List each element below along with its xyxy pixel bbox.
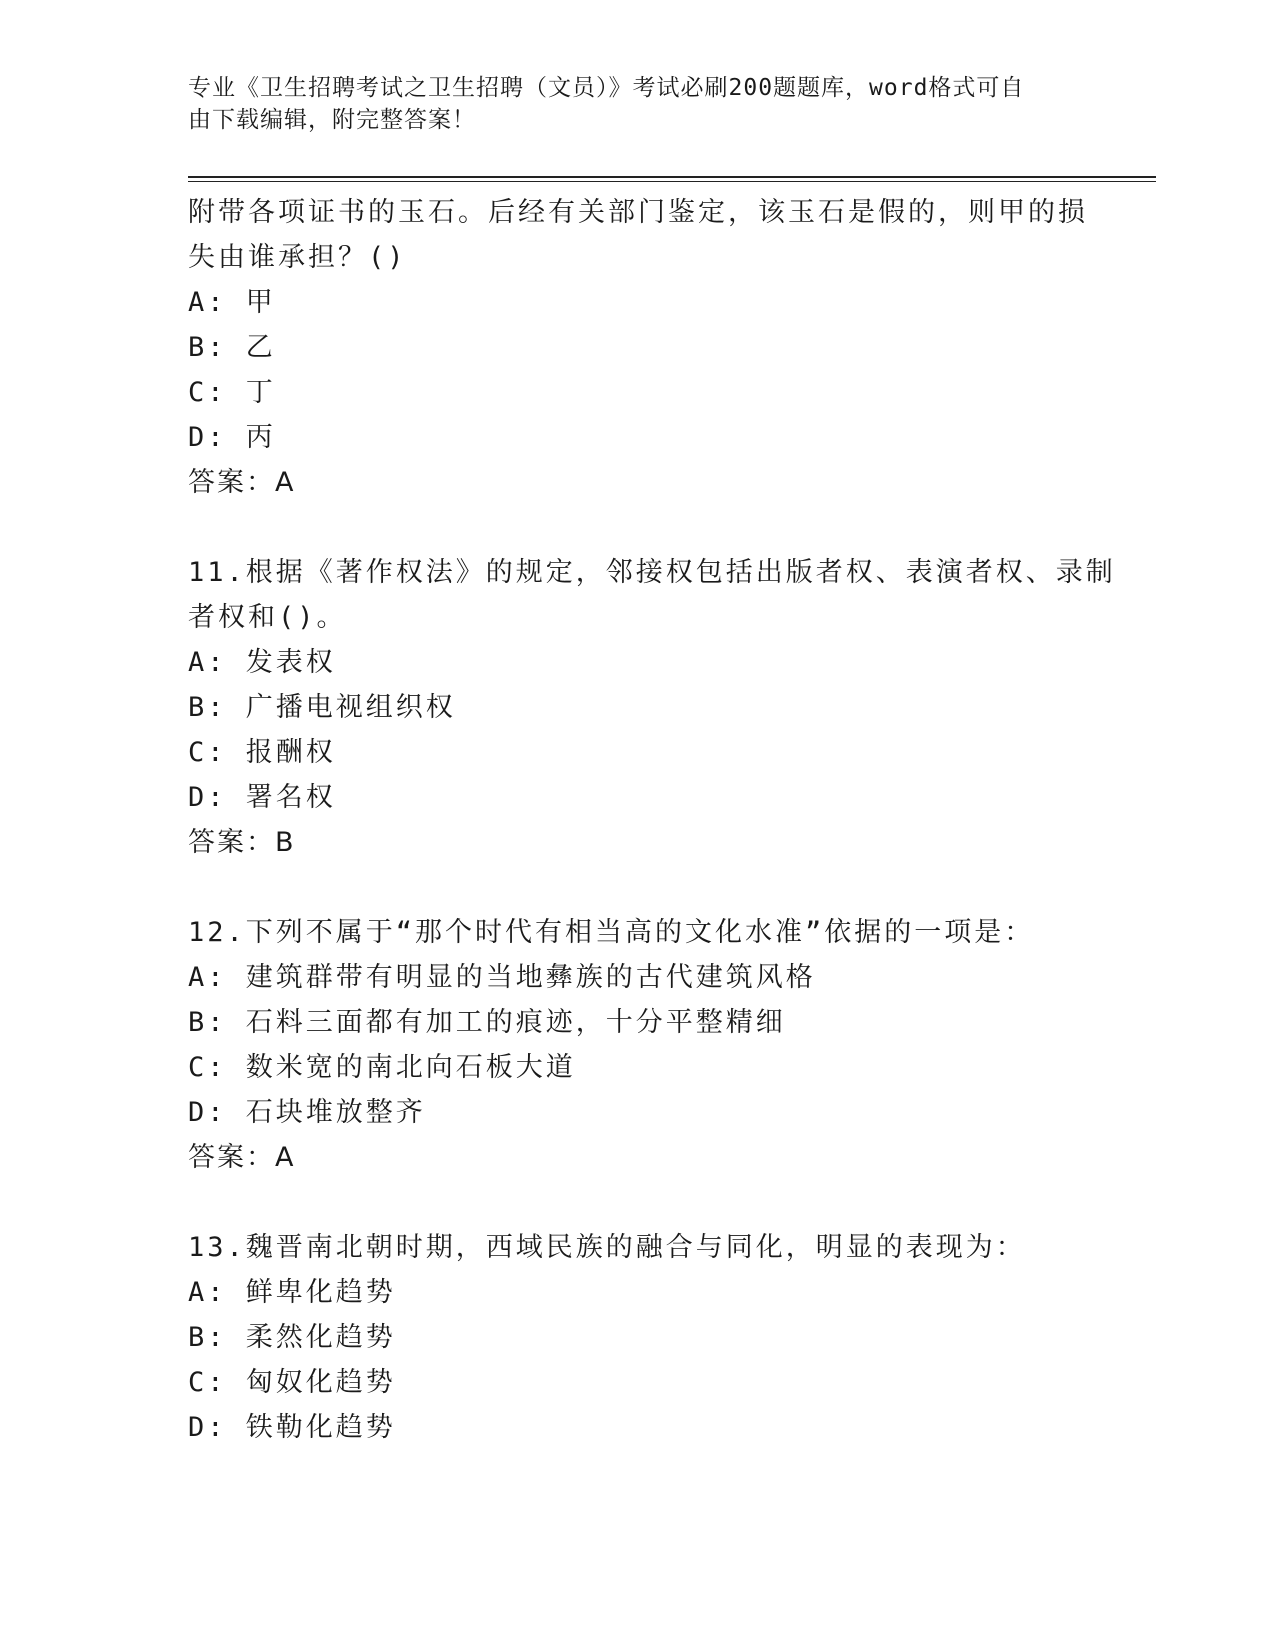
question-stem-line: 11.根据《著作权法》的规定，邻接权包括出版者权、表演者权、录制 xyxy=(188,557,1116,588)
option-a: A: 建筑群带有明显的当地彝族的古代建筑风格 xyxy=(188,962,816,993)
question-stem-line: 13.魏晋南北朝时期，西域民族的融合与同化，明显的表现为： xyxy=(188,1232,1026,1263)
spacer xyxy=(188,1180,1108,1225)
question-12 xyxy=(188,910,1108,1180)
question-13 xyxy=(188,1225,1108,1450)
option-c: C: 报酬权 xyxy=(188,737,336,768)
option-b: B: 柔然化趋势 xyxy=(188,1322,396,1353)
spacer xyxy=(188,505,1108,550)
question-11 xyxy=(188,550,1116,865)
spacer xyxy=(188,865,1108,910)
option-a: A: 甲 xyxy=(188,287,276,318)
header-line-2: 由下载编辑，附完整答案！ xyxy=(188,107,476,133)
option-b: B: 广播电视组织权 xyxy=(188,692,456,723)
question-stem-line: 12.下列不属于“那个时代有相当高的文化水准”依据的一项是： xyxy=(188,917,1035,948)
question-continued xyxy=(188,190,1108,505)
header-divider xyxy=(188,176,1156,178)
option-c: C: 丁 xyxy=(188,377,276,408)
answer-line: 答案：A xyxy=(188,1142,296,1173)
option-d: D: 丙 xyxy=(188,422,276,453)
question-stem-line: 者权和()。 xyxy=(188,602,347,633)
header-divider-thin xyxy=(188,181,1156,182)
option-d: D: 铁勒化趋势 xyxy=(188,1412,396,1443)
option-c: C: 数米宽的南北向石板大道 xyxy=(188,1052,576,1083)
option-d: D: 石块堆放整齐 xyxy=(188,1097,426,1128)
question-content xyxy=(188,190,1116,1450)
question-stem-line: 失由谁承担？() xyxy=(188,242,407,273)
option-b: B: 石料三面都有加工的痕迹，十分平整精细 xyxy=(188,1007,786,1038)
answer-line: 答案：B xyxy=(188,827,296,858)
option-a: A: 发表权 xyxy=(188,647,336,678)
document-header xyxy=(188,72,1068,136)
answer-line: 答案：A xyxy=(188,467,296,498)
question-stem-line: 附带各项证书的玉石。后经有关部门鉴定，该玉石是假的，则甲的损 xyxy=(188,197,1088,228)
option-c: C: 匈奴化趋势 xyxy=(188,1367,396,1398)
option-a: A: 鲜卑化趋势 xyxy=(188,1277,396,1308)
header-line-1: 专业《卫生招聘考试之卫生招聘（文员）》考试必刷200题题库，word格式可自 xyxy=(188,75,1025,101)
option-d: D: 署名权 xyxy=(188,782,336,813)
option-b: B: 乙 xyxy=(188,332,276,363)
